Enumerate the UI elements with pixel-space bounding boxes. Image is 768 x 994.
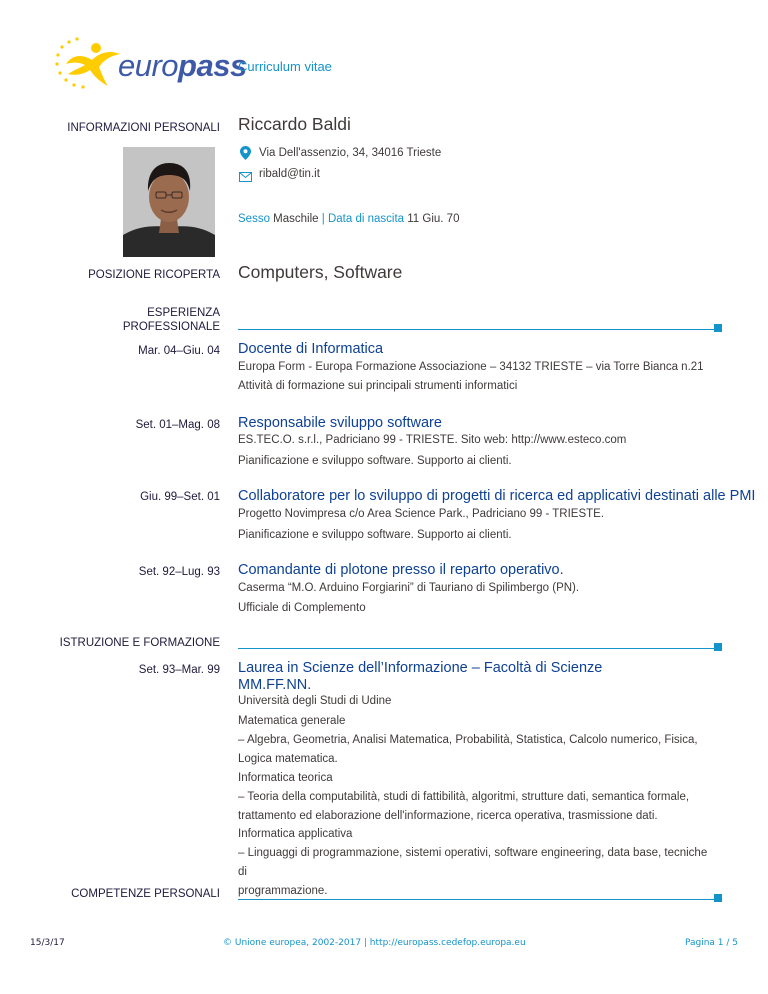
education-detail-line: trattamento ed elaborazione dell'informazione, ricerca operativa, trasmissione dati. <box>238 809 658 822</box>
experience-divider-marker <box>714 324 722 332</box>
experience-divider <box>238 329 714 330</box>
education-detail-line: – Algebra, Geometria, Analisi Matematica, Probabilità, Statistica, Calcolo numerico, Fisica, <box>238 733 698 746</box>
education-details <box>238 712 708 901</box>
person-name: Riccardo Baldi <box>238 114 351 134</box>
birth-label: Data di nascita <box>327 213 405 225</box>
education-title: Laurea in Scienze dell’Informazione – Facoltà di Scienze MM.FF.NN. <box>238 660 603 693</box>
job-employer: ES.TEC.O. s.r.l., Padriciano 99 - TRIESTE. Sito web: http://www.esteco.com <box>238 434 627 446</box>
job-title: Responsabile sviluppo software <box>238 415 442 431</box>
footer-date: 15/3/17 <box>30 938 65 948</box>
skills-divider-marker <box>714 894 722 902</box>
education-divider <box>238 648 714 649</box>
europass-wordmark: europass <box>118 48 247 83</box>
education-detail-line: – Linguaggi di programmazione, sistemi operativi, software engineering, data base, tecniche di <box>238 847 708 879</box>
job-employer: Europa Form - Europa Formazione Associazione – 34132 TRIESTE – via Torre Bianca n.21 <box>238 361 704 373</box>
job-description: Ufficiale di Complemento <box>238 602 366 614</box>
birth-value: 11 Giu. 70 <box>407 213 460 225</box>
address-text: Via Dell'assenzio, 34, 34016 Trieste <box>259 147 442 159</box>
education-date: Set. 93–Mar. 99 <box>138 664 220 676</box>
map-pin-icon <box>240 146 251 160</box>
footer-copyright-link[interactable]: © Unione europea, 2002-2017 | http://europass.cedefop.europa.eu <box>223 938 526 948</box>
education-section-label: ISTRUZIONE E FORMAZIONE <box>59 637 220 649</box>
experience-section-label: ESPERIENZA PROFESSIONALE <box>122 307 220 333</box>
personal-info-section-label: INFORMAZIONI PERSONALI <box>67 122 220 134</box>
job-description: Attività di formazione sui principali strumenti informatici <box>238 380 518 392</box>
job-title: Docente di Informatica <box>238 341 384 357</box>
education-detail-line: Informatica teorica <box>238 771 333 784</box>
job-date: Set. 92–Lug. 93 <box>138 566 220 578</box>
europass-logo-icon <box>52 34 124 92</box>
sex-value: Maschile <box>273 213 319 225</box>
education-detail-line: programmazione. <box>238 885 328 898</box>
personal-meta <box>238 213 459 225</box>
education-detail-line: – Teoria della computabilità, studi di fattibilità, algoritmi, strutture dati, semantica formale, <box>238 790 690 803</box>
meta-separator: | <box>321 213 325 225</box>
job-date: Mar. 04–Giu. 04 <box>138 345 220 357</box>
job-description: Pianificazione e sviluppo software. Supporto ai clienti. <box>238 455 512 467</box>
email-link[interactable]: ribald@tin.it <box>259 168 320 180</box>
job-description: Pianificazione e sviluppo software. Supporto ai clienti. <box>238 529 512 541</box>
document-type-label: Curriculum vitae <box>238 59 332 74</box>
skills-divider <box>238 899 714 900</box>
skills-section-label: COMPETENZE PERSONALI <box>71 888 220 900</box>
education-detail-line: Matematica generale <box>238 715 346 727</box>
position-section-label: POSIZIONE RICOPERTA <box>88 269 220 281</box>
education-divider-marker <box>714 643 722 651</box>
job-title: Collaboratore per lo sviluppo di progetti di ricerca ed applicativi destinati alle PMI <box>238 488 756 504</box>
profile-photo <box>123 147 215 257</box>
footer-page-number: Pagina 1 / 5 <box>684 938 738 948</box>
position-value: Computers, Software <box>238 262 403 282</box>
education-detail-line: Informatica applicativa <box>238 828 353 841</box>
job-employer: Progetto Novimpresa c/o Area Science Park., Padriciano 99 - TRIESTE. <box>238 508 605 520</box>
education-institution: Università degli Studi di Udine <box>238 695 392 707</box>
envelope-icon <box>239 172 252 182</box>
sex-label: Sesso <box>238 213 270 225</box>
job-employer: Caserma “M.O. Arduino Forgiarini” di Tauriano di Spilimbergo (PN). <box>238 582 580 594</box>
job-date: Set. 01–Mag. 08 <box>135 419 220 431</box>
education-detail-line: Logica matematica. <box>238 752 338 765</box>
job-date: Giu. 99–Set. 01 <box>140 491 220 503</box>
job-title: Comandante di plotone presso il reparto operativo. <box>238 562 564 578</box>
